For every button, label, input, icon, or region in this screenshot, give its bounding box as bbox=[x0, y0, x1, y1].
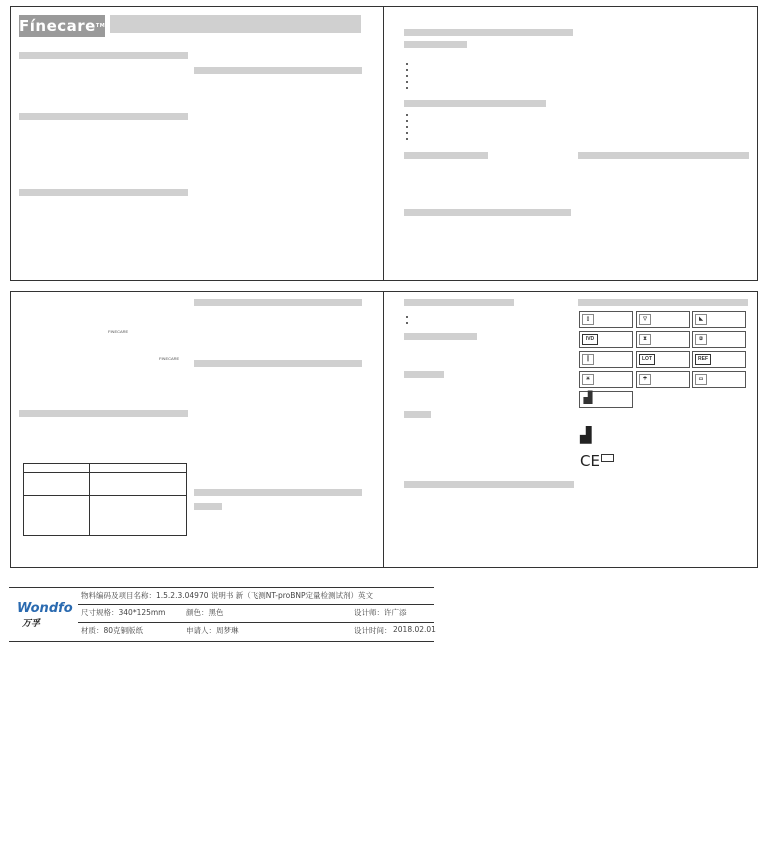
section-heading-bar bbox=[404, 481, 574, 488]
bullet bbox=[406, 316, 408, 318]
section-heading-bar bbox=[19, 410, 188, 417]
bullet bbox=[406, 322, 408, 324]
section-heading-bar bbox=[404, 100, 546, 107]
section-heading-bar bbox=[404, 333, 477, 340]
section-heading-bar bbox=[404, 41, 467, 48]
sun-icon: ☀ bbox=[582, 374, 594, 385]
ec-rep-icon bbox=[601, 454, 614, 462]
bullet bbox=[406, 75, 408, 77]
symbol-manufacture-date bbox=[692, 311, 746, 328]
logo-tm: TM bbox=[95, 23, 106, 29]
footer-rule-bottom bbox=[9, 641, 434, 642]
no-reuse-icon: ② bbox=[695, 334, 707, 345]
footer-rule bbox=[78, 622, 434, 623]
symbol-lot bbox=[636, 351, 690, 368]
applicant-label: 申请人：周梦琳 bbox=[186, 626, 239, 635]
registered-mark-2: FINECARE bbox=[159, 356, 180, 361]
bullet bbox=[406, 63, 408, 65]
section-heading-bar bbox=[194, 299, 362, 306]
bullet bbox=[406, 69, 408, 71]
section-heading-bar bbox=[404, 29, 573, 36]
design-time-label: 设计时间： bbox=[354, 626, 392, 635]
factory-date-icon: ◣ bbox=[695, 314, 707, 325]
manufacturer-icon: ▟ bbox=[580, 427, 592, 444]
symbol-expiry bbox=[636, 331, 690, 348]
footer-rule-top bbox=[9, 587, 434, 588]
wondfo-logo: Wondfo bbox=[17, 601, 73, 616]
section-heading-bar bbox=[578, 299, 748, 306]
panel-page-1 bbox=[10, 6, 385, 281]
lot-icon: LOT bbox=[639, 354, 655, 365]
logo-text: Fínecare bbox=[19, 17, 96, 35]
bullet bbox=[406, 87, 408, 89]
symbol-ivd bbox=[579, 331, 633, 348]
section-heading-bar bbox=[194, 67, 362, 74]
table-divider bbox=[24, 495, 186, 496]
symbol-temperature bbox=[579, 351, 633, 368]
ref-icon: REF bbox=[695, 354, 711, 365]
ce-mark: CE bbox=[580, 452, 600, 470]
size-label: 尺寸规格：340*125mm bbox=[81, 608, 166, 617]
hourglass-icon: ⧗ bbox=[639, 334, 651, 345]
section-heading-bar bbox=[194, 360, 362, 367]
material-label: 材质：80克铜版纸 bbox=[81, 626, 144, 635]
material-code-label: 物料编码及项目名称：1.5.2.3.04970 说明书 新（飞测NT-proBNP定量检测试剂）英文 bbox=[81, 591, 374, 600]
ec-rep-icon: ▭ bbox=[695, 374, 707, 385]
symbol-keep-dry bbox=[636, 371, 690, 388]
sigma-icon: ▽ bbox=[639, 314, 651, 325]
registered-mark-1: FINECARE bbox=[108, 329, 129, 334]
section-heading-bar bbox=[578, 152, 749, 159]
symbol-instructions bbox=[579, 311, 633, 328]
bullet bbox=[406, 138, 408, 140]
section-heading-bar bbox=[194, 489, 362, 496]
section-heading-bar bbox=[194, 503, 222, 510]
section-heading-bar bbox=[404, 209, 571, 216]
finecare-logo bbox=[19, 15, 105, 37]
design-time-value: 2018.02.01 bbox=[393, 625, 436, 634]
bullet bbox=[406, 126, 408, 128]
bullet bbox=[406, 132, 408, 134]
color-label: 颜色：黑色 bbox=[186, 608, 224, 617]
umbrella-icon: ☂ bbox=[639, 374, 651, 385]
symbol-ec-rep bbox=[692, 371, 746, 388]
bullet bbox=[406, 120, 408, 122]
section-heading-bar bbox=[19, 189, 188, 196]
section-heading-bar bbox=[404, 299, 514, 306]
symbol-tests-count bbox=[636, 311, 690, 328]
ivd-icon: IVD bbox=[582, 334, 598, 345]
section-heading-bar bbox=[404, 411, 431, 418]
section-heading-bar bbox=[19, 113, 188, 120]
designer-label: 设计师：许广添 bbox=[354, 608, 407, 617]
table-header bbox=[24, 464, 186, 473]
symbol-manufacturer bbox=[579, 391, 633, 408]
section-heading-bar bbox=[404, 371, 444, 378]
bullet bbox=[406, 114, 408, 116]
footer-rule bbox=[78, 604, 434, 605]
thermometer-icon: ┃ bbox=[582, 354, 594, 365]
manufacturer-icon: ▟ bbox=[583, 392, 593, 404]
symbol-no-reuse bbox=[692, 331, 746, 348]
result-table bbox=[23, 463, 187, 536]
bullet bbox=[406, 81, 408, 83]
symbol-ref bbox=[692, 351, 746, 368]
wondfo-logo-cn: 万孚 bbox=[22, 619, 41, 629]
section-heading-bar bbox=[19, 52, 188, 59]
section-heading-bar bbox=[404, 152, 488, 159]
header-bar bbox=[110, 15, 361, 33]
table-divider bbox=[89, 464, 90, 535]
symbol-sunlight bbox=[579, 371, 633, 388]
book-icon: ▯ bbox=[582, 314, 594, 325]
